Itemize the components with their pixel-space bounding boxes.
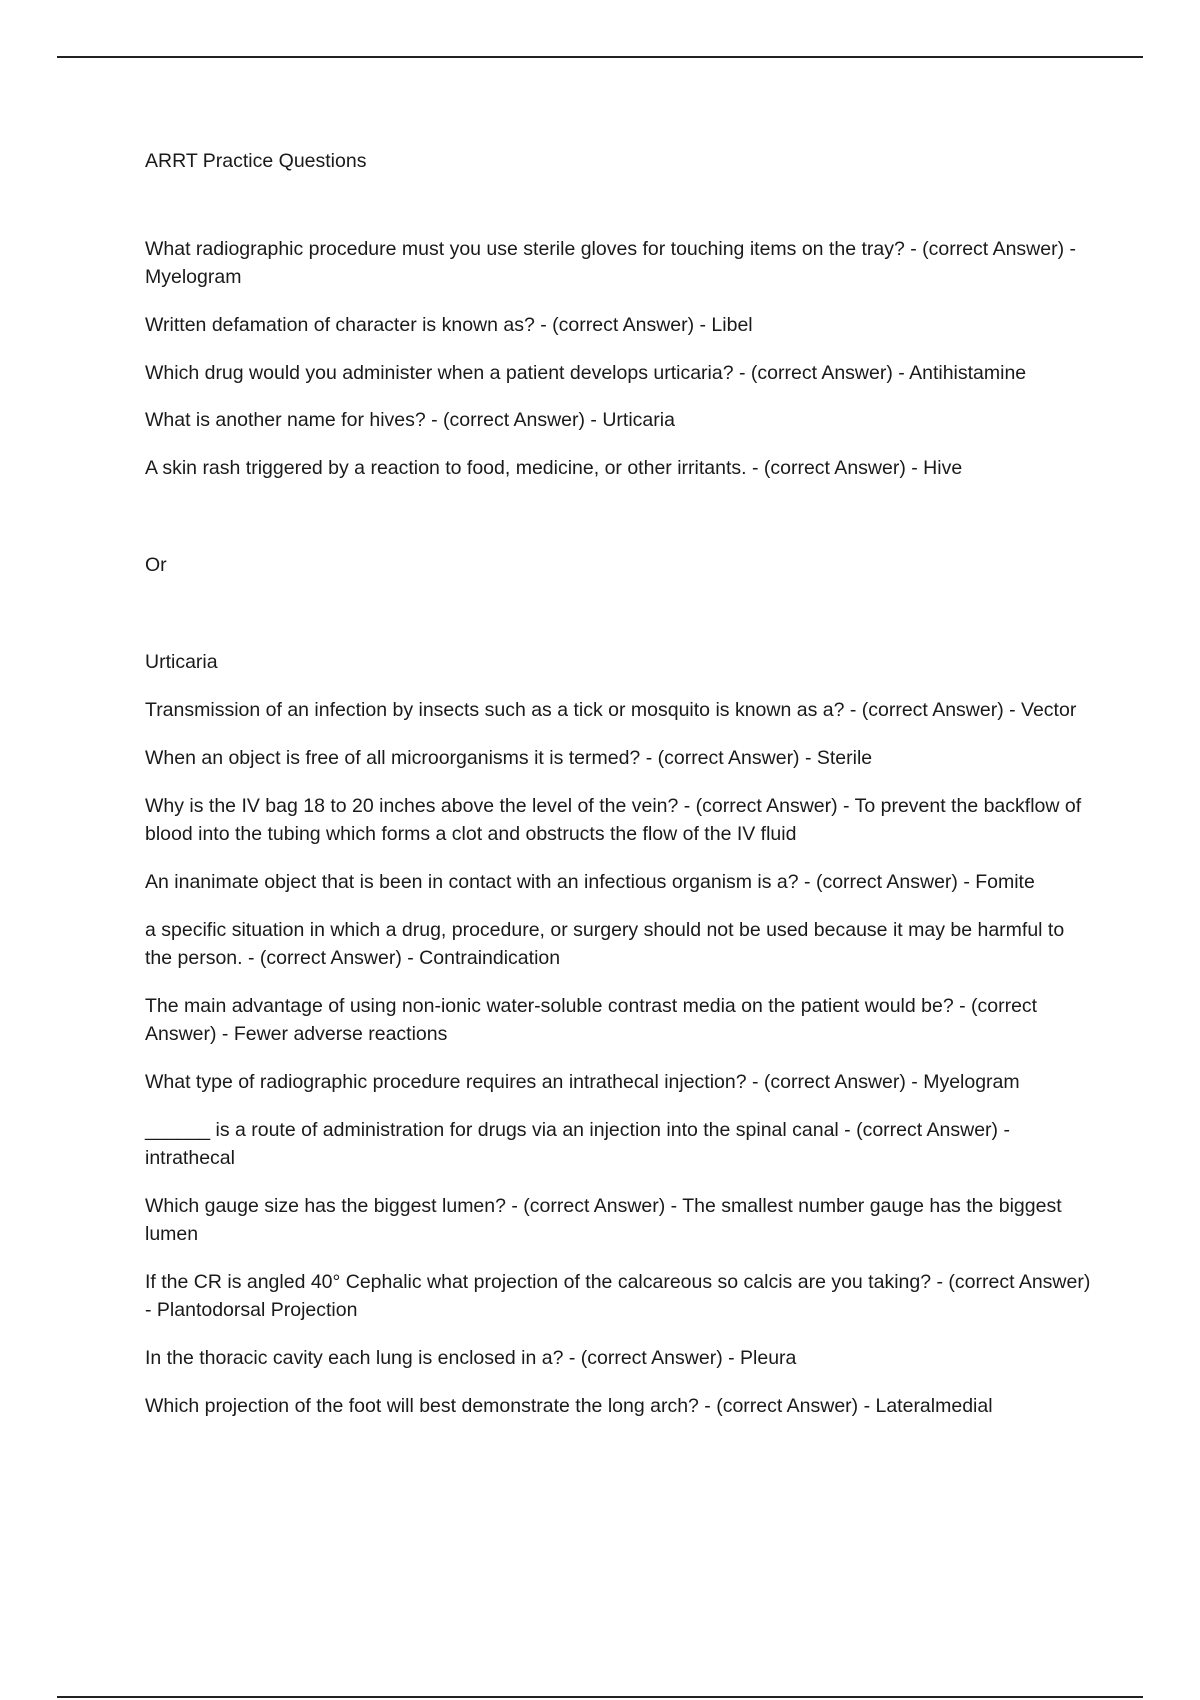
question-item: What radiographic procedure must you use sterile gloves for touching items on the tray? - (correct Answer) - Myelogram <box>145 238 1076 288</box>
question-item: Which drug would you administer when a patient develops urticaria? - (correct Answer) - Antihistamine <box>145 362 1027 384</box>
document-body <box>145 147 1095 1420</box>
question-item: The main advantage of using non-ionic water-soluble contrast media on the patient would be? - (correct Answer) - Fewer adverse reactions <box>145 995 1038 1045</box>
question-item: Or <box>145 554 167 576</box>
question-item: Which gauge size has the biggest lumen? - (correct Answer) - The smallest number gauge has the biggest lumen <box>145 1195 1062 1245</box>
question-item: What type of radiographic procedure requires an intrathecal injection? - (correct Answer) - Myelogram <box>145 1071 1020 1093</box>
question-item: Written defamation of character is known as? - (correct Answer) - Libel <box>145 314 753 336</box>
question-item: When an object is free of all microorganisms it is termed? - (correct Answer) - Sterile <box>145 747 873 769</box>
question-item: Why is the IV bag 18 to 20 inches above the level of the vein? - (correct Answer) - To prevent the backflow of blood into the tubing which forms a clot and obstructs the flow of the IV fluid <box>145 795 1082 845</box>
question-item: Transmission of an infection by insects such as a tick or mosquito is known as a? - (correct Answer) - Vector <box>145 699 1077 721</box>
question-item: ______ is a route of administration for drugs via an injection into the spinal canal - (correct Answer) - intrathecal <box>145 1119 1010 1169</box>
bottom-divider <box>57 1696 1143 1698</box>
question-item: a specific situation in which a drug, procedure, or surgery should not be used because it may be harmful to the person. - (correct Answer) - Contraindication <box>145 919 1065 969</box>
question-item: An inanimate object that is been in contact with an infectious organism is a? - (correct Answer) - Fomite <box>145 871 1035 893</box>
question-item: What is another name for hives? - (correct Answer) - Urticaria <box>145 409 675 431</box>
question-item: Urticaria <box>145 651 218 673</box>
question-list <box>145 235 1095 1420</box>
question-item: A skin rash triggered by a reaction to food, medicine, or other irritants. - (correct Answer) - Hive <box>145 457 963 479</box>
top-divider <box>57 56 1143 58</box>
question-item: In the thoracic cavity each lung is enclosed in a? - (correct Answer) - Pleura <box>145 1347 797 1369</box>
document-title: ARRT Practice Questions <box>145 150 367 172</box>
question-item: If the CR is angled 40° Cephalic what projection of the calcareous so calcis are you taking? - (correct Answer) - Plantodorsal Projection <box>145 1271 1091 1321</box>
question-item: Which projection of the foot will best demonstrate the long arch? - (correct Answer) - Lateralmedial <box>145 1395 993 1417</box>
